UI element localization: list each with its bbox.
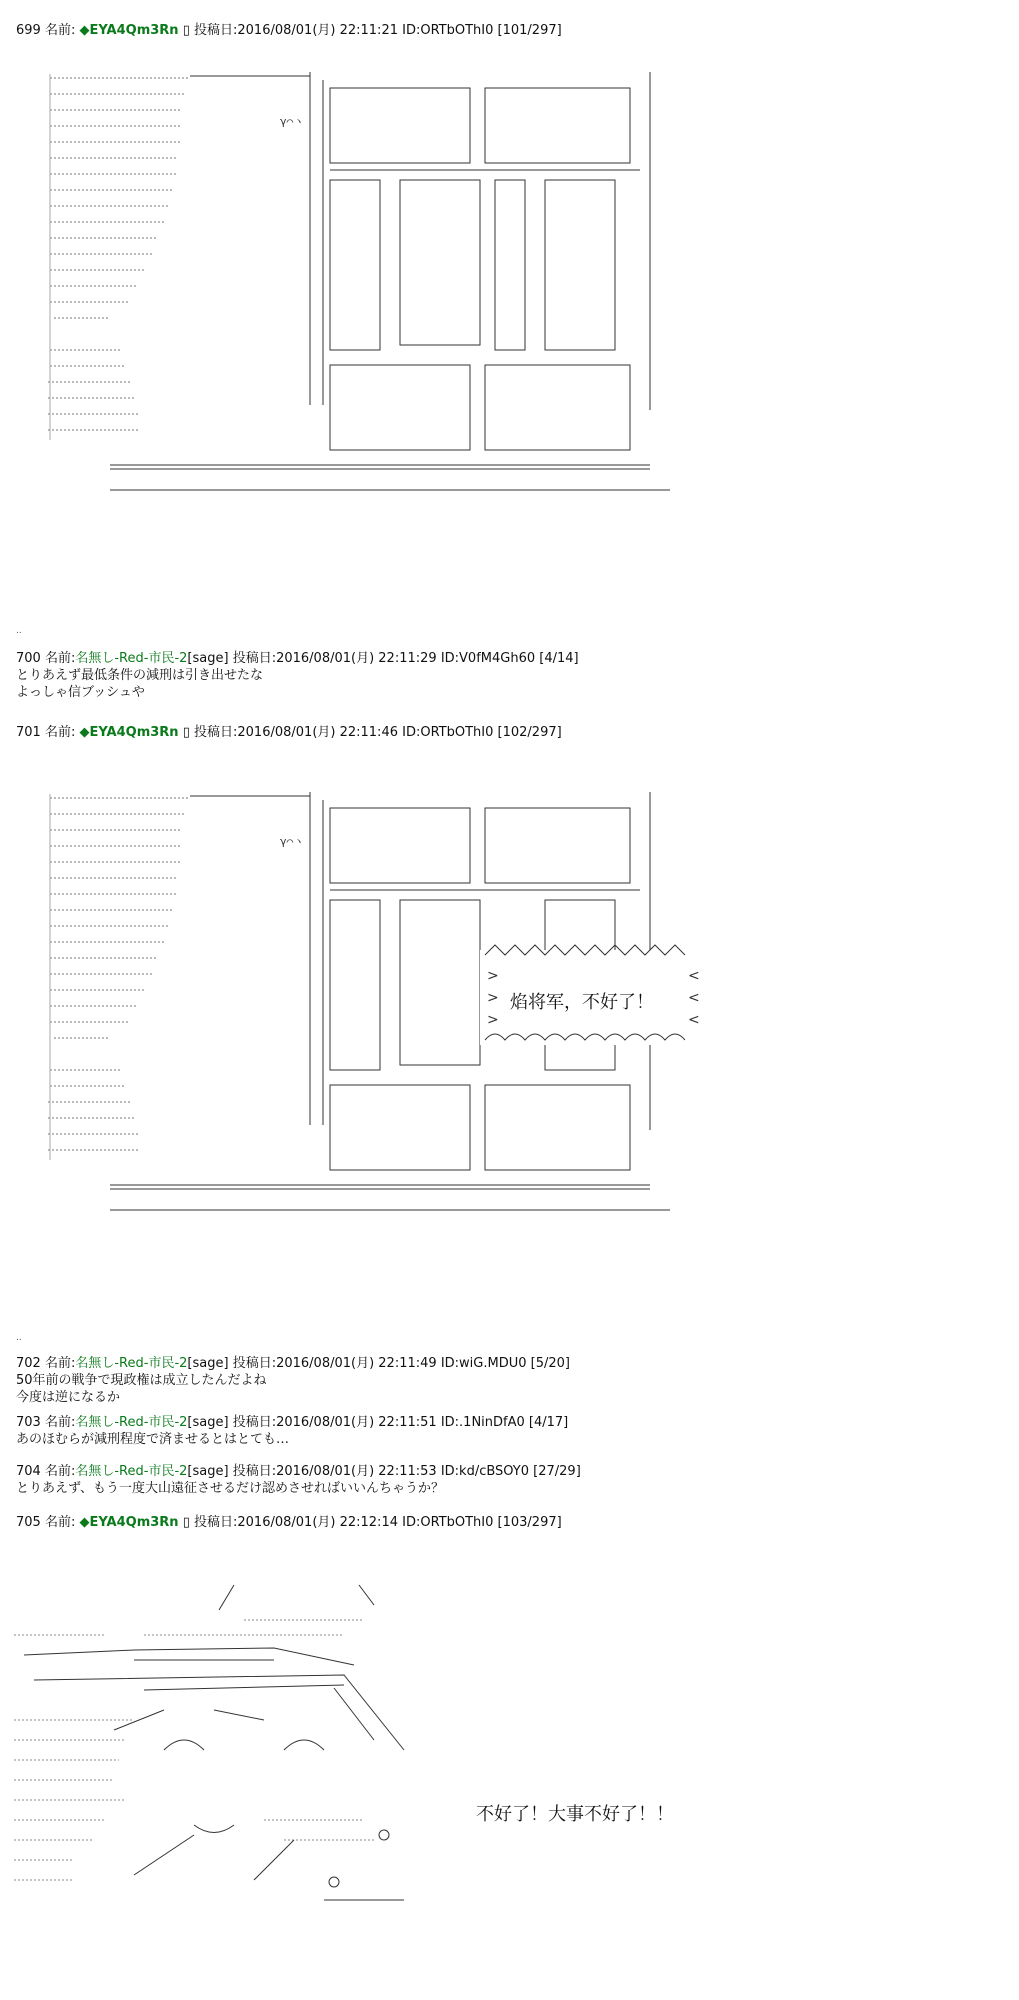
poster-id[interactable]: ID:wiG.MDU0 — [440, 1356, 527, 1371]
posted-label: 投稿日: — [194, 23, 238, 38]
poster-id[interactable]: ID:ORTbOThI0 — [402, 725, 494, 740]
post-number[interactable]: 704 — [16, 1464, 41, 1479]
poster-id[interactable]: ID:.1NinDfA0 — [440, 1415, 525, 1430]
post-body-line: とりあえず、もう一度大山遠征させるだけ認めさせればいいんちゃうか？ — [16, 1481, 444, 1496]
post-count: [4/14] — [539, 651, 579, 666]
post-700 — [16, 650, 579, 701]
svg-text:>: > — [487, 990, 499, 1006]
post-count: [27/29] — [533, 1464, 581, 1479]
post-705 — [16, 1514, 562, 1531]
post-number[interactable]: 701 — [16, 725, 41, 740]
svg-text:<: < — [688, 968, 700, 984]
posted-label: 投稿日: — [194, 1515, 238, 1530]
svg-text:<: < — [688, 990, 700, 1006]
name-label: 名前: — [44, 23, 76, 38]
posted-label: 投稿日: — [194, 725, 238, 740]
box-glyph: ▯ — [182, 725, 190, 740]
name-label: 名前: — [44, 651, 76, 666]
separator-dots: .. — [16, 1333, 22, 1343]
post-body-line: よっしゃ信ブッシュや — [16, 685, 145, 700]
posted-label: 投稿日: — [232, 1415, 277, 1430]
post-body-line: 50年前の戦争で現政権は成立したんだよね — [16, 1373, 267, 1388]
name-label: 名前: — [44, 1415, 76, 1430]
post-body-line: あのほむらが減刑程度で済ませるとはとても… — [16, 1432, 290, 1447]
poster-name[interactable]: 名無し-Red-市民-2 — [75, 1415, 188, 1430]
post-header — [16, 650, 579, 667]
separator — [16, 1325, 22, 1344]
svg-text:<: < — [688, 1012, 700, 1028]
box-glyph: ▯ — [182, 23, 190, 38]
post-count: [4/17] — [528, 1415, 569, 1430]
svg-text:>: > — [487, 968, 499, 984]
posted-label: 投稿日: — [232, 651, 277, 666]
sage-tag: [sage] — [187, 651, 229, 666]
post-body-line: 今度は逆になるか — [16, 1390, 121, 1405]
poster-id[interactable]: ID:kd/cBSOY0 — [440, 1464, 530, 1479]
ascii-art-window-scene-1 — [40, 70, 680, 490]
post-704 — [16, 1463, 581, 1497]
name-label: 名前: — [44, 1515, 76, 1530]
ascii-art-character-face — [14, 1580, 434, 1920]
shout-text: 不好了！大事不好了！！ — [476, 1804, 674, 1825]
post-number[interactable]: 702 — [16, 1356, 41, 1371]
posted-label: 投稿日: — [232, 1464, 277, 1479]
name-label: 名前: — [44, 1464, 76, 1479]
post-date: 2016/08/01(月) 22:11:49 — [276, 1356, 437, 1371]
poster-name[interactable]: 名無し-Red-市民-2 — [75, 651, 188, 666]
post-699 — [16, 22, 562, 39]
post-date: 2016/08/01(月) 22:11:51 — [276, 1415, 437, 1430]
post-date: 2016/08/01(月) 22:11:29 — [276, 651, 437, 666]
post-date: 2016/08/01(月) 22:11:46 — [237, 725, 398, 740]
speech-bubble-text: 焰将军，不好了！ — [510, 992, 654, 1013]
separator — [16, 618, 22, 637]
name-label: 名前: — [44, 725, 76, 740]
post-number[interactable]: 705 — [16, 1515, 41, 1530]
post-count: [103/297] — [497, 1515, 562, 1530]
poster-name[interactable]: 名無し-Red-市民-2 — [75, 1356, 188, 1371]
poster-name[interactable]: ◆EYA4Qm3Rn — [79, 23, 179, 38]
ascii-art-window-scene-2 — [40, 790, 700, 1270]
post-body-line: とりあえず最低条件の減刑は引き出せたな — [16, 668, 264, 683]
poster-id[interactable]: ID:V0fM4Gh60 — [440, 651, 536, 666]
sage-tag: [sage] — [187, 1356, 229, 1371]
post-header — [16, 1463, 581, 1480]
svg-text:>: > — [487, 1012, 499, 1028]
post-count: [5/20] — [530, 1356, 570, 1371]
post-number[interactable]: 700 — [16, 651, 41, 666]
post-header — [16, 1414, 568, 1431]
post-date: 2016/08/01(月) 22:11:21 — [237, 23, 398, 38]
poster-name[interactable]: 名無し-Red-市民-2 — [75, 1464, 188, 1479]
post-703 — [16, 1414, 568, 1448]
sage-tag: [sage] — [187, 1415, 229, 1430]
svg-text:γ⌒ヽ: γ⌒ヽ — [280, 115, 305, 128]
post-date: 2016/08/01(月) 22:12:14 — [237, 1515, 398, 1530]
post-header — [16, 22, 562, 39]
post-header — [16, 1514, 562, 1531]
poster-name[interactable]: ◆EYA4Qm3Rn — [79, 1515, 179, 1530]
post-header — [16, 724, 562, 741]
post-date: 2016/08/01(月) 22:11:53 — [276, 1464, 437, 1479]
poster-id[interactable]: ID:ORTbOThI0 — [402, 23, 494, 38]
post-702 — [16, 1355, 570, 1406]
post-number[interactable]: 699 — [16, 23, 41, 38]
name-label: 名前: — [44, 1356, 76, 1371]
post-701 — [16, 724, 562, 741]
poster-name[interactable]: ◆EYA4Qm3Rn — [79, 725, 179, 740]
separator-dots: .. — [16, 626, 22, 636]
post-count: [101/297] — [497, 23, 562, 38]
post-header — [16, 1355, 570, 1372]
svg-text:γ⌒ヽ: γ⌒ヽ — [280, 835, 305, 848]
poster-id[interactable]: ID:ORTbOThI0 — [402, 1515, 494, 1530]
sage-tag: [sage] — [187, 1464, 229, 1479]
posted-label: 投稿日: — [232, 1356, 277, 1371]
box-glyph: ▯ — [182, 1515, 190, 1530]
post-number[interactable]: 703 — [16, 1415, 41, 1430]
post-count: [102/297] — [497, 725, 562, 740]
